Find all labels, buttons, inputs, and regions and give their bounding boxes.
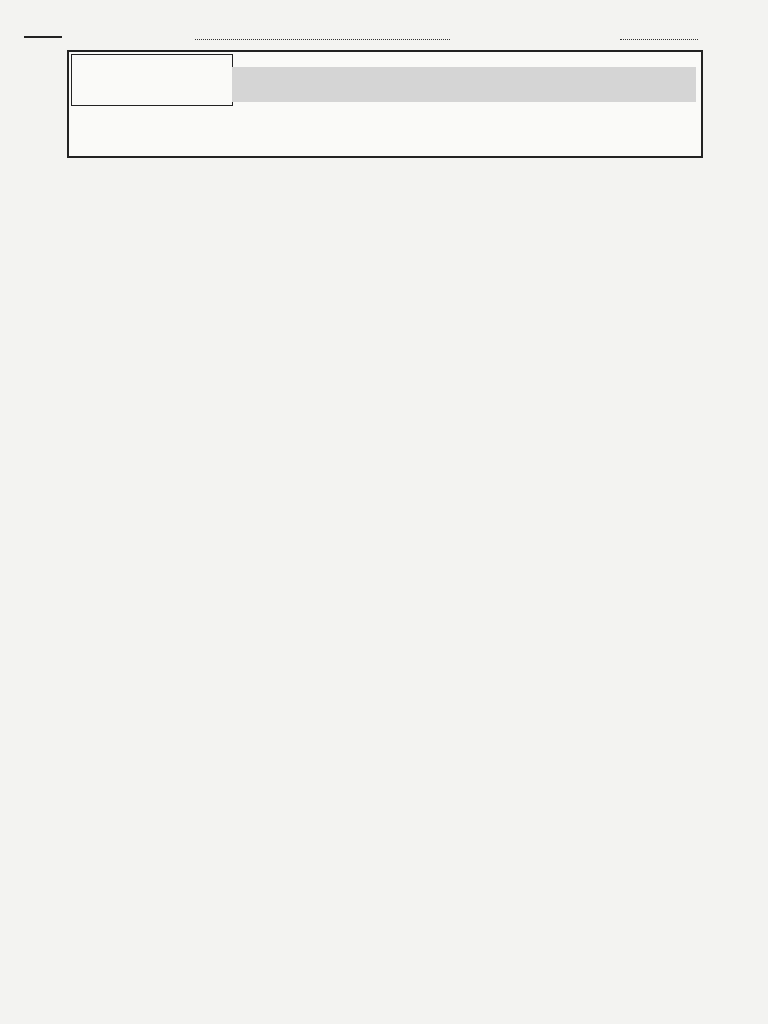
capaian-box <box>67 106 703 158</box>
module-info-bar <box>232 67 696 102</box>
nama-dotted-line <box>195 39 450 40</box>
nim-dotted-line <box>620 39 698 40</box>
module-code <box>71 54 233 106</box>
margin-dash <box>24 36 62 38</box>
